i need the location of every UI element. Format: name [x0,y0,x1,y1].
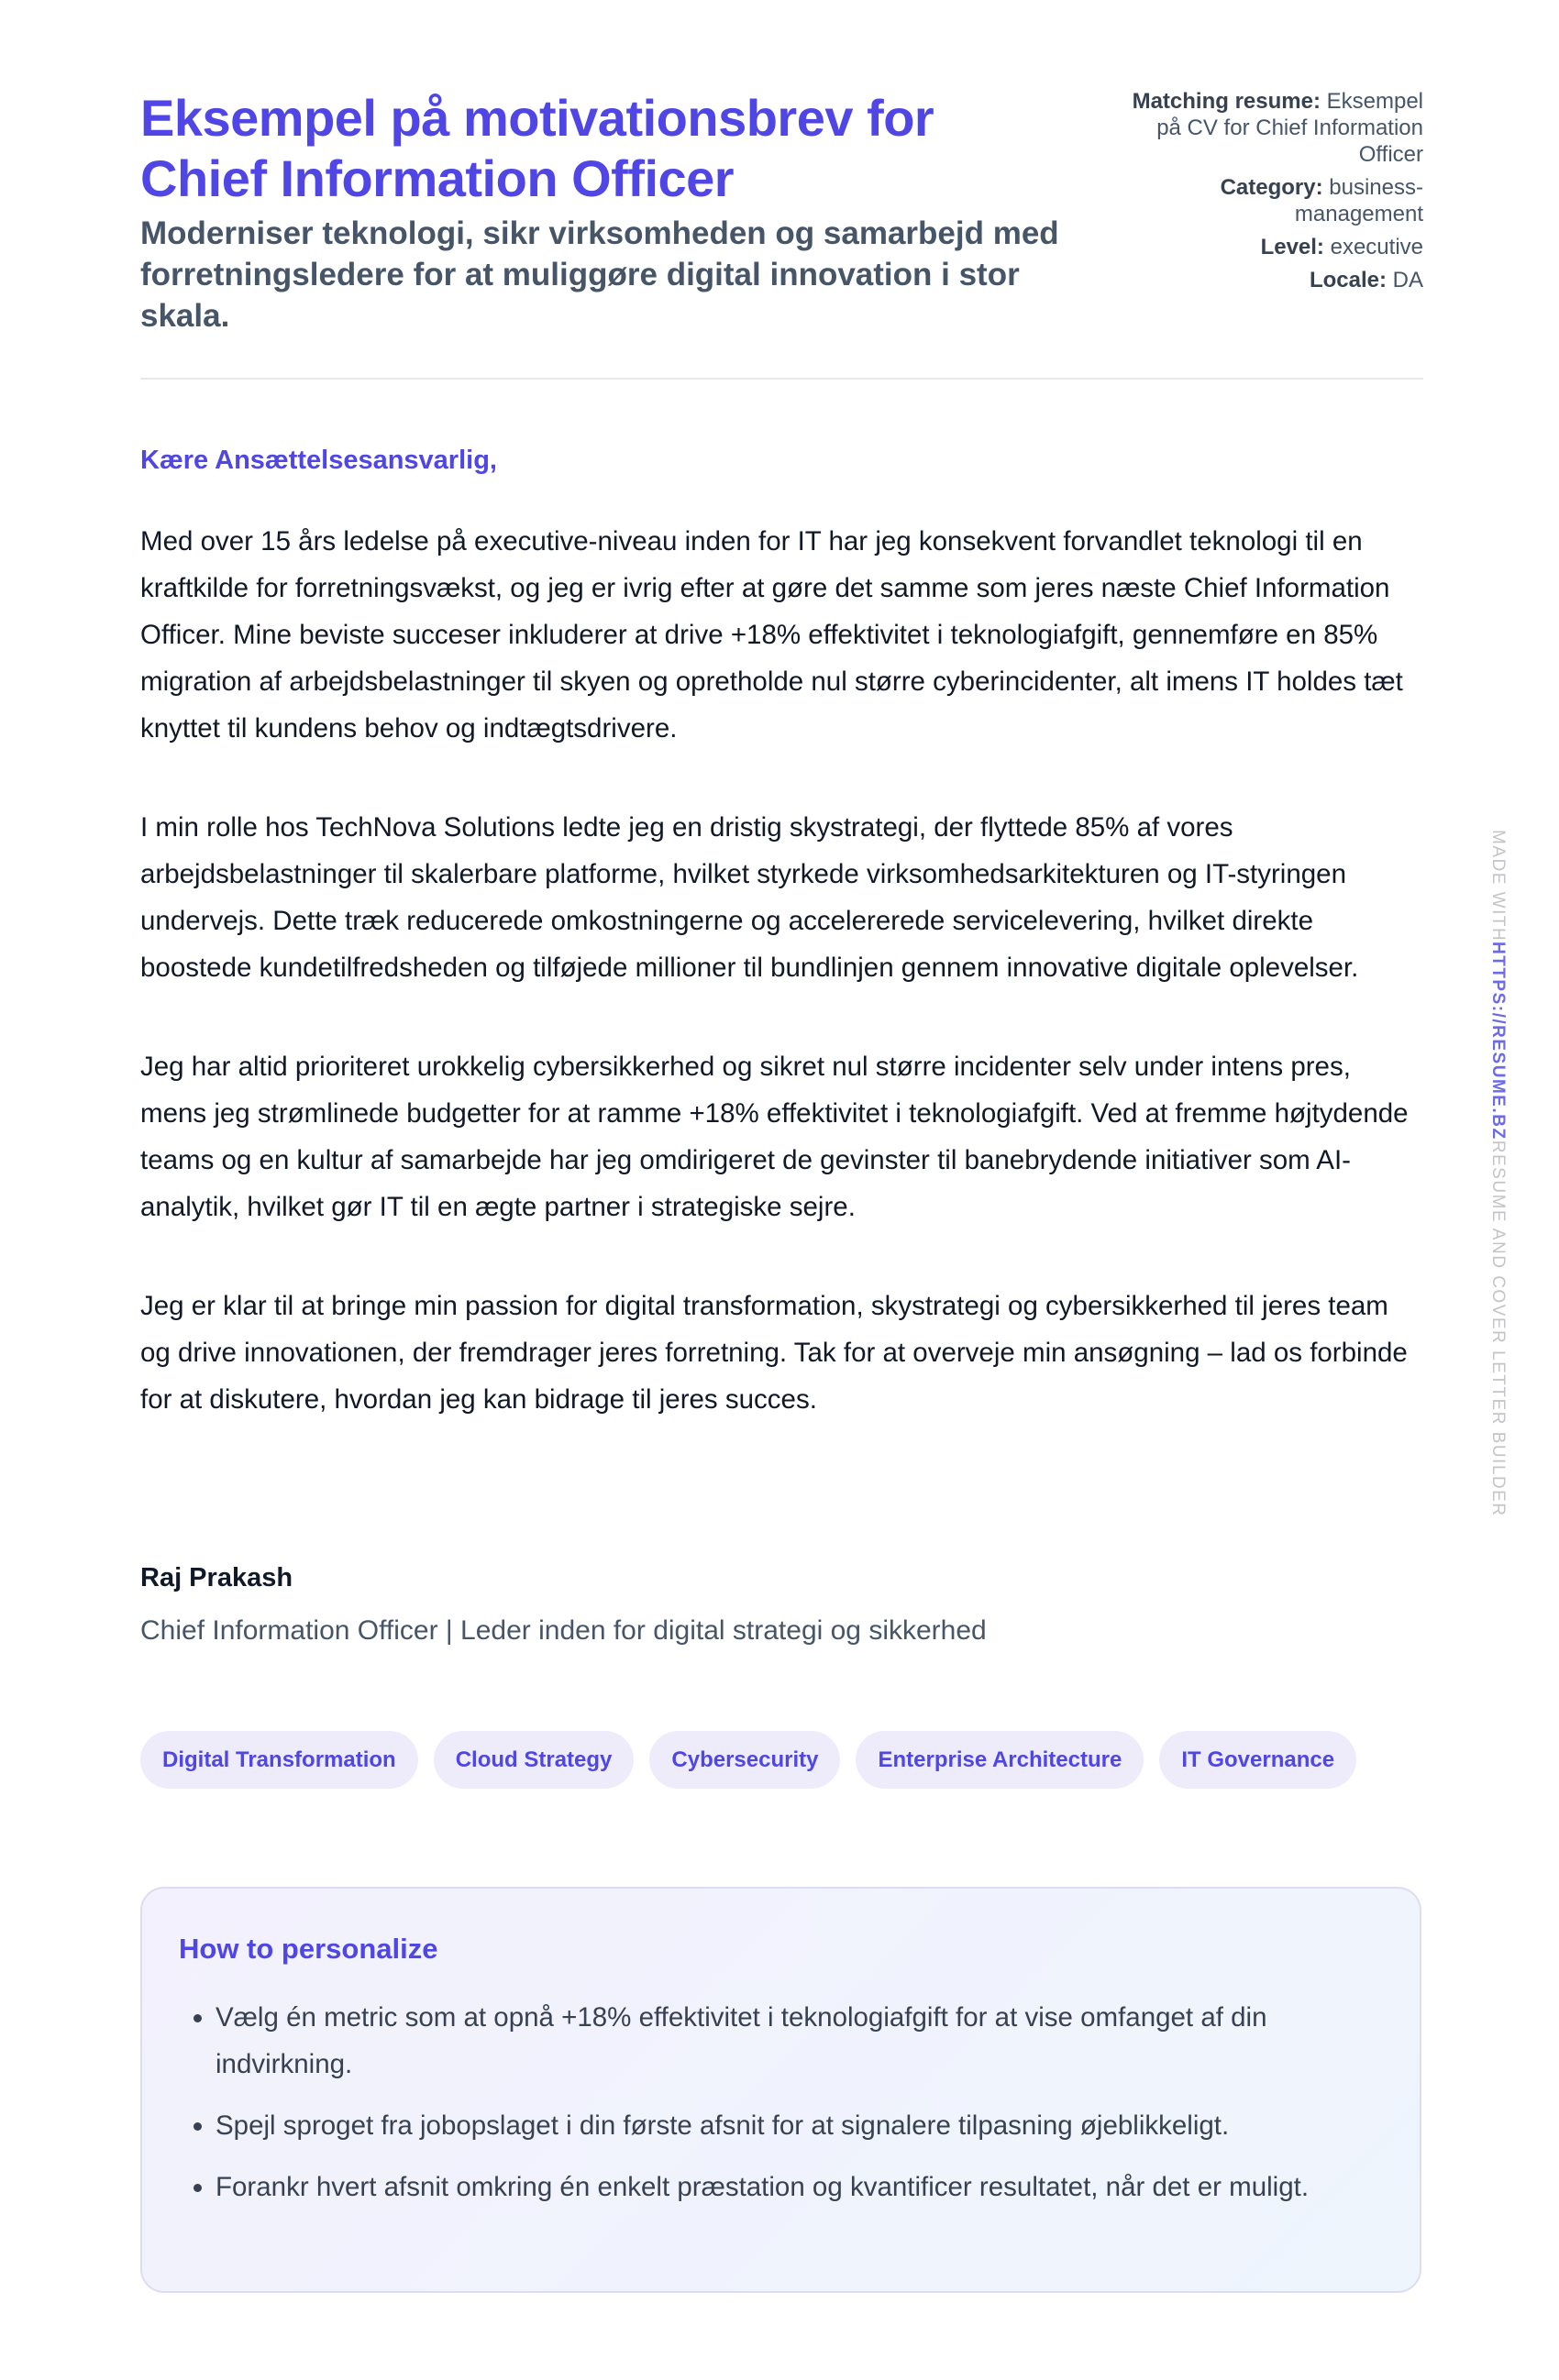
list-item: • Spejl sproget fra jobopslaget i din første afsnit for at signalere tilpasning øjeblikkeligt. [216,2102,1371,2149]
page-subtitle: Moderniser teknologi, sikr virksomheden og samarbejd med forretningsledere for at muliggøre digital innovation i stor skala. [140,215,1059,334]
paragraph: Med over 15 års ledelse på executive-niveau inden for IT har jeg konsekvent forvandlet teknologi til en kraftkilde for forretningsvækst, og jeg er ivrig efter at gøre det samme som jeres næste Chief Information Officer. Mine beviste succeser inkluderer at drive +18% effektivitet i teknologiafgift, gennemføre en 85% migration af arbejdsbelastninger til skyen og opretholde nul større cyberincidenter, alt imens IT holdes tæt knyttet til kundens behov og indtægtsdrivere. [140,526,1403,744]
personalize-heading: How to personalize [179,1933,438,1965]
divider [140,378,1423,380]
list-item: • Vælg én metric som at opnå +18% effektivitet i teknologiafgift for at vise omfanget af din indvirkning. [216,1994,1371,2088]
greeting: Kære Ansættelsesansvarlig, [140,446,497,475]
meta-matching-resume [1102,88,1423,168]
watermark-prefix: MADE WITH [1488,830,1508,942]
signature-name: Raj Prakash [140,1563,293,1592]
meta-label: Level: [1260,235,1324,259]
skill-tag: Cybersecurity [649,1731,840,1789]
signature-title: Chief Information Officer | Leder inden for digital strategi og sikkerhed [140,1615,987,1646]
skill-tag: IT Governance [1159,1731,1356,1789]
skill-tags [140,1731,1356,1789]
watermark-suffix: RESUME AND COVER LETTER BUILDER [1488,1140,1508,1517]
list-item: • Forankr hvert afsnit omkring én enkelt præstation og kvantificer resultatet, når det er muligt. [216,2164,1371,2210]
meta-locale [1102,267,1423,293]
meta-label: Category: [1220,175,1323,200]
paragraph: I min rolle hos TechNova Solutions ledte jeg en dristig skystrategi, der flyttede 85% af vores arbejdsbelastninger til skalerbare platforme, hvilket styrkede virksomhedsarkitekturen og IT-styringen undervejs. Dette træk reducerede omkostningerne og accelererede servicelevering, hvilket direkte boostede kundetilfredsheden og tilføjede millioner til bundlinjen gennem innovative digitale oplevelser. [140,812,1359,983]
watermark-link[interactable]: HTTPS://RESUME.BZ [1488,942,1508,1140]
watermark [1487,830,1508,1517]
header [140,88,1423,336]
meta-value: DA [1392,268,1423,292]
skill-tag: Digital Transformation [140,1731,418,1789]
personalize-box [140,1887,1421,2293]
letter-body [140,518,1423,1475]
meta-category [1102,174,1423,227]
meta-label: Locale: [1309,268,1387,292]
page-title: Eksempel på motivationsbrev for Chief Information Officer [140,89,934,207]
personalize-list [179,1994,1371,2225]
skill-tag: Enterprise Architecture [856,1731,1144,1789]
meta-value: business-management [1294,175,1423,226]
meta-label: Matching resume: [1132,89,1321,114]
skill-tag: Cloud Strategy [434,1731,635,1789]
meta-value: executive [1330,235,1423,259]
matching-resume-link[interactable]: Eksempel på CV for Chief Information Officer [1156,89,1423,167]
meta-panel [1102,88,1423,300]
meta-level [1102,234,1423,260]
paragraph: Jeg har altid prioriteret urokkelig cybersikkerhed og sikret nul større incidenter selv under intens pres, mens jeg strømlinede budgetter for at ramme +18% effektivitet i teknologiafgift. Ved at fremme højtydende teams og en kultur af samarbejde har jeg omdirigeret de gevinster til banebrydende initiativer som AI-analytik, hvilket gør IT til en ægte partner i strategiske sejre. [140,1052,1409,1222]
paragraph: Jeg er klar til at bringe min passion for digital transformation, skystrategi og cybersikkerhed til jeres team og drive innovationen, der fremdrager jeres forretning. Tak for at overveje min ansøgning – lad os forbinde for at diskutere, hvordan jeg kan bidrage til jeres succes. [140,1291,1408,1415]
